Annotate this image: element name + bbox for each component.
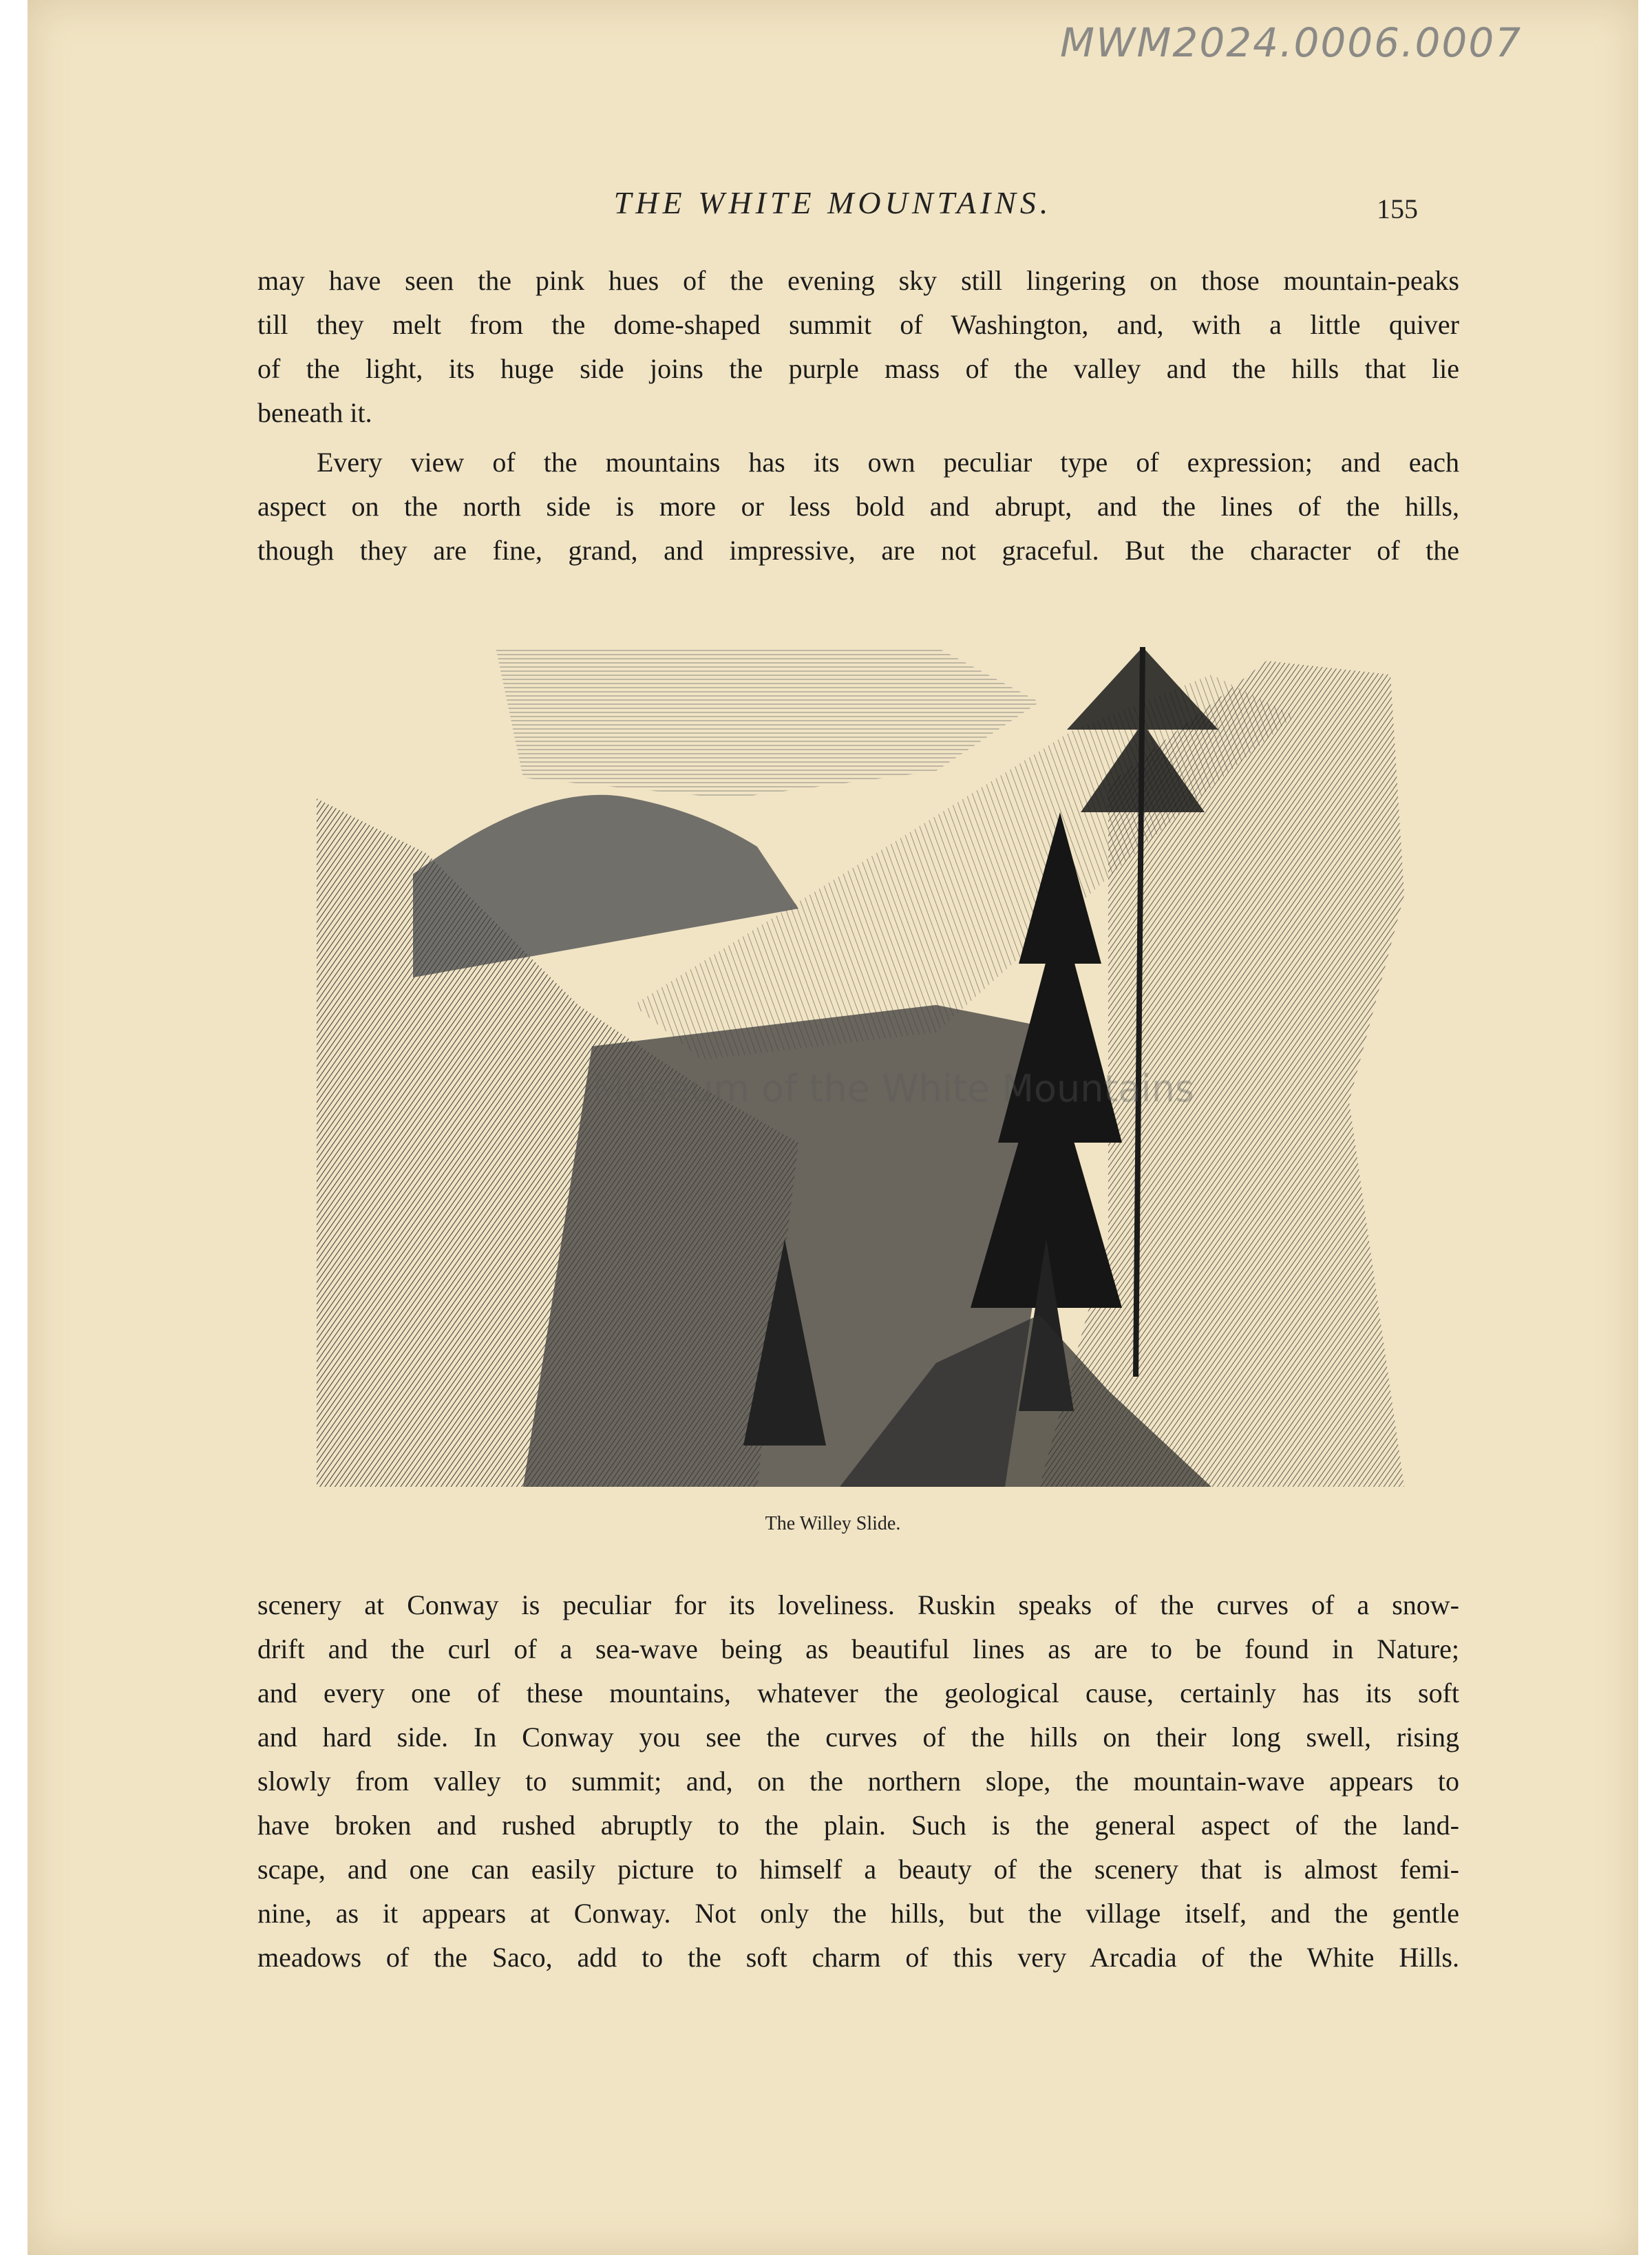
illustration-caption: The Willey Slide. xyxy=(765,1513,901,1534)
paragraph-3 xyxy=(257,1583,1459,1980)
running-head: THE WHITE MOUNTAINS. xyxy=(613,185,1052,220)
text-line: Every view of the mountains has its own peculiar type of expression; and each xyxy=(317,447,1459,478)
text-line: aspect on the north side is more or less bold and abrupt, and the lines of the hills, xyxy=(257,491,1459,522)
text-line: and every one of these mountains, whatever the geological cause, certainly has its soft xyxy=(257,1677,1459,1708)
text-line: scenery at Conway is peculiar for its loveliness. Ruskin speaks of the curves of a snow- xyxy=(257,1589,1459,1620)
text-line: till they melt from the dome-shaped summit of Washington, and, with a little quiver xyxy=(257,309,1459,340)
text-line: of the light, its huge side joins the purple mass of the valley and the hills that lie xyxy=(257,353,1459,384)
text-line: though they are fine, grand, and impressive, are not graceful. But the character of the xyxy=(257,535,1459,566)
paragraph-2 xyxy=(257,441,1459,573)
text-line: nine, as it appears at Conway. Not only the hills, but the village itself, and the gentle xyxy=(257,1898,1459,1929)
page-number: 155 xyxy=(1377,193,1418,224)
book-page xyxy=(28,0,1638,2255)
text-line: drift and the curl of a sea-wave being as beautiful lines as are to be found in Nature; xyxy=(257,1633,1459,1664)
inventory-number: MWM2024.0006.0007 xyxy=(1060,19,1523,66)
watermark: Museum of the White Mountains xyxy=(592,1067,1195,1110)
text-line: meadows of the Saco, add to the soft charm of this very Arcadia of the White Hills. xyxy=(257,1942,1459,1973)
text-line: slowly from valley to summit; and, on the northern slope, the mountain-wave appears to xyxy=(257,1766,1459,1797)
paragraph-1 xyxy=(257,259,1459,435)
text-line: beneath it. xyxy=(257,397,372,428)
text-line: and hard side. In Conway you see the curves of the hills on their long swell, rising xyxy=(257,1722,1459,1753)
text-line: have broken and rushed abruptly to the plain. Such is the general aspect of the land- xyxy=(257,1810,1459,1841)
text-line: may have seen the pink hues of the evening sky still lingering on those mountain-peaks xyxy=(257,265,1459,296)
willey-slide-engraving xyxy=(317,620,1404,1487)
text-line: scape, and one can easily picture to himself a beauty of the scenery that is almost femi- xyxy=(257,1854,1459,1885)
